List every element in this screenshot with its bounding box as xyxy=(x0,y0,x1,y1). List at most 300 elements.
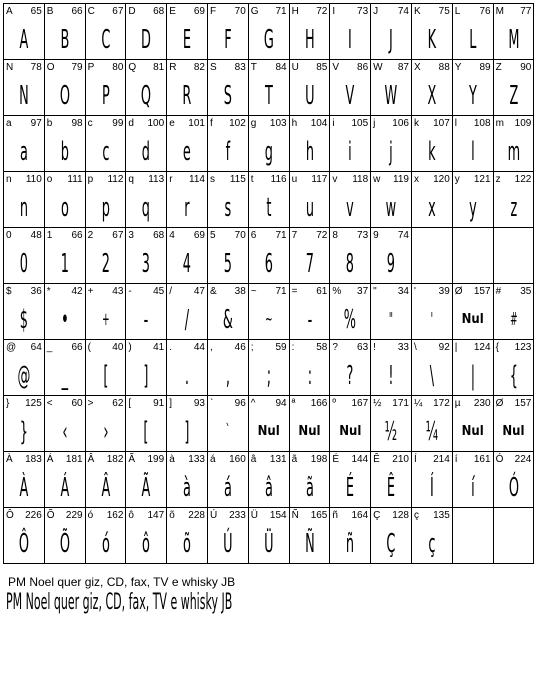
glyph-char: c xyxy=(87,118,93,129)
glyph-sample: Nul xyxy=(461,312,484,327)
glyph-label xyxy=(210,118,246,130)
glyph-cell xyxy=(249,340,290,396)
glyph-char: R xyxy=(169,62,177,73)
glyph-label xyxy=(169,454,205,466)
glyph-cell xyxy=(86,4,127,60)
glyph-label xyxy=(496,174,532,186)
glyph-code: 117 xyxy=(311,174,328,185)
glyph-cell xyxy=(290,228,331,284)
glyph-code: 229 xyxy=(65,510,83,521)
glyph-sample: J xyxy=(389,24,393,55)
empty-cell xyxy=(494,228,534,284)
glyph-char: ? xyxy=(332,342,338,353)
glyph-cell xyxy=(45,172,86,228)
glyph-sample: $ xyxy=(19,304,28,335)
glyph-sample: õ xyxy=(183,528,192,559)
glyph-code: 65 xyxy=(30,6,42,17)
glyph-label xyxy=(292,230,328,242)
glyph-label xyxy=(292,398,328,410)
glyph-cell xyxy=(330,452,371,508)
glyph-code: 114 xyxy=(189,174,205,185)
glyph-cell xyxy=(412,284,453,340)
glyph-sample: Ê xyxy=(387,472,396,503)
glyph-cell xyxy=(371,508,412,564)
glyph-cell xyxy=(126,340,167,396)
glyph-cell xyxy=(371,60,412,116)
glyph-code: 41 xyxy=(153,342,165,353)
glyph-sample: ã xyxy=(305,472,314,503)
glyph-label xyxy=(169,342,205,354)
glyph-sample: z xyxy=(510,192,517,223)
glyph-sample: s xyxy=(224,192,232,223)
glyph-code: 62 xyxy=(112,398,124,409)
glyph-code: 116 xyxy=(270,174,287,185)
glyph-char: à xyxy=(169,454,175,465)
glyph-cell xyxy=(371,172,412,228)
glyph-sample: Y xyxy=(468,80,477,111)
glyph-sample: & xyxy=(222,304,233,335)
glyph-label xyxy=(169,398,205,410)
glyph-label xyxy=(332,454,368,466)
glyph-label xyxy=(292,286,328,298)
glyph-char: Á xyxy=(46,454,54,465)
glyph-code: 86 xyxy=(357,62,369,73)
glyph-char: & xyxy=(209,286,217,297)
glyph-sample: # xyxy=(509,309,518,330)
glyph-cell xyxy=(45,508,86,564)
glyph-char: - xyxy=(128,286,132,297)
glyph-sample: j xyxy=(389,136,393,167)
glyph-code: 97 xyxy=(30,118,42,129)
glyph-char: ½ xyxy=(373,398,382,409)
glyph-code: 60 xyxy=(71,398,83,409)
glyph-label xyxy=(47,398,83,410)
glyph-char: Q xyxy=(128,62,137,73)
glyph-code: 165 xyxy=(310,510,328,521)
glyph-sample: w xyxy=(385,192,397,223)
glyph-char: + xyxy=(87,286,94,297)
grid-row xyxy=(4,452,534,508)
glyph-code: 94 xyxy=(275,398,287,409)
glyph-cell xyxy=(494,116,534,172)
glyph-sample: i xyxy=(348,136,353,167)
glyph-char: ç xyxy=(413,510,419,521)
glyph-char: 1 xyxy=(46,230,53,241)
glyph-label xyxy=(292,510,328,522)
glyph-code: 110 xyxy=(25,174,42,185)
glyph-cell xyxy=(249,116,290,172)
glyph-char: ã xyxy=(291,454,298,465)
glyph-label xyxy=(88,398,124,410)
glyph-label xyxy=(128,118,164,130)
glyph-sample: Á xyxy=(60,472,70,503)
glyph-sample: h xyxy=(305,136,314,167)
grid-row xyxy=(4,116,534,172)
glyph-code: 58 xyxy=(316,342,328,353)
glyph-code: 98 xyxy=(71,118,83,129)
glyph-char: á xyxy=(209,454,216,465)
glyph-code: 68 xyxy=(153,230,165,241)
glyph-code: 76 xyxy=(479,6,491,17)
glyph-code: 123 xyxy=(514,342,532,353)
glyph-label xyxy=(128,398,164,410)
glyph-code: 69 xyxy=(193,230,205,241)
glyph-label xyxy=(169,6,205,18)
glyph-cell xyxy=(412,340,453,396)
glyph-char: Ç xyxy=(373,510,381,521)
glyph-sample: x xyxy=(428,192,436,223)
glyph-code: 81 xyxy=(153,62,165,73)
glyph-cell xyxy=(330,284,371,340)
empty-cell xyxy=(412,228,453,284)
glyph-label xyxy=(251,6,287,18)
glyph-char: I xyxy=(332,6,336,17)
glyph-cell xyxy=(208,452,249,508)
glyph-cell xyxy=(126,172,167,228)
glyph-cell xyxy=(290,396,331,452)
glyph-sample: b xyxy=(60,136,69,167)
glyph-label xyxy=(169,118,205,130)
glyph-label xyxy=(414,510,450,522)
glyph-cell xyxy=(412,4,453,60)
glyph-code: 35 xyxy=(520,286,532,297)
glyph-sample: 7 xyxy=(305,248,314,279)
glyph-sample: : xyxy=(307,360,312,391)
glyph-cell xyxy=(45,116,86,172)
glyph-char: : xyxy=(291,342,295,353)
glyph-char: ª xyxy=(291,398,296,409)
glyph-char: º xyxy=(332,398,337,409)
glyph-code: 72 xyxy=(316,6,328,17)
glyph-sample: X xyxy=(427,80,437,111)
glyph-sample: Q xyxy=(141,80,152,111)
glyph-code: 45 xyxy=(153,286,165,297)
glyph-cell xyxy=(4,452,45,508)
glyph-code: 147 xyxy=(147,510,165,521)
glyph-sample: C xyxy=(100,24,110,55)
glyph-char: b xyxy=(46,118,53,129)
glyph-label xyxy=(496,286,532,298)
glyph-sample: T xyxy=(264,80,273,111)
glyph-char: j xyxy=(373,118,376,129)
glyph-sample: ! xyxy=(388,360,394,391)
glyph-char: W xyxy=(373,62,383,73)
glyph-sample: G xyxy=(263,24,274,55)
glyph-code: 162 xyxy=(106,510,124,521)
glyph-cell xyxy=(208,228,249,284)
glyph-label xyxy=(373,398,409,410)
glyph-label xyxy=(373,230,409,242)
glyph-sample: ¼ xyxy=(425,416,439,447)
glyph-cell xyxy=(167,508,208,564)
glyph-code: 108 xyxy=(473,118,491,129)
glyph-cell xyxy=(167,228,208,284)
glyph-sample: ] xyxy=(184,416,190,447)
glyph-cell xyxy=(86,284,127,340)
glyph-char: ( xyxy=(87,342,91,353)
glyph-sample: Í xyxy=(429,472,434,503)
glyph-sample: p xyxy=(101,192,110,223)
glyph-cell xyxy=(371,396,412,452)
glyph-cell xyxy=(126,508,167,564)
glyph-sample: à xyxy=(183,472,192,503)
glyph-char: M xyxy=(495,6,504,17)
glyph-code: 80 xyxy=(112,62,124,73)
glyph-code: 118 xyxy=(352,174,369,185)
glyph-code: 85 xyxy=(316,62,328,73)
glyph-sample: | xyxy=(470,360,475,391)
glyph-code: 37 xyxy=(357,286,369,297)
glyph-label xyxy=(292,342,328,354)
glyph-char: p xyxy=(87,174,94,185)
glyph-cell xyxy=(330,4,371,60)
glyph-label xyxy=(6,286,42,298)
grid-row xyxy=(4,228,534,284)
glyph-label xyxy=(6,6,42,18)
glyph-cell xyxy=(86,228,127,284)
glyph-code: 167 xyxy=(351,398,369,409)
glyph-label xyxy=(292,454,328,466)
glyph-sample: ? xyxy=(346,360,354,391)
glyph-code: 131 xyxy=(269,454,287,465)
glyph-char: Â xyxy=(87,454,95,465)
glyph-label xyxy=(332,6,368,18)
glyph-char: Y xyxy=(454,62,462,73)
glyph-char: O xyxy=(46,62,55,73)
glyph-code: 74 xyxy=(397,6,409,17)
glyph-code: 105 xyxy=(351,118,369,129)
glyph-sample: 3 xyxy=(142,248,151,279)
glyph-code: 106 xyxy=(392,118,409,129)
glyph-sample: O xyxy=(59,80,70,111)
glyph-sample: Õ xyxy=(59,528,70,559)
glyph-sample: ‹ xyxy=(62,416,68,447)
glyph-cell xyxy=(126,452,167,508)
glyph-code: 107 xyxy=(433,118,450,129)
glyph-cell xyxy=(4,116,45,172)
glyph-code: 92 xyxy=(438,342,450,353)
glyph-char: " xyxy=(373,286,377,297)
glyph-char: @ xyxy=(6,342,17,353)
glyph-char: $ xyxy=(6,286,12,297)
glyph-char: õ xyxy=(169,510,175,521)
glyph-cell xyxy=(330,340,371,396)
glyph-label xyxy=(128,174,164,186)
glyph-char: ` xyxy=(209,398,214,409)
glyph-char: Í xyxy=(413,454,417,465)
glyph-code: 73 xyxy=(357,230,369,241)
glyph-cell xyxy=(208,284,249,340)
glyph-sample: Â xyxy=(101,472,110,503)
glyph-cell xyxy=(330,172,371,228)
glyph-code: 157 xyxy=(473,286,491,297)
glyph-code: 161 xyxy=(473,454,491,465)
glyph-sample: 1 xyxy=(60,248,69,279)
glyph-label xyxy=(373,342,409,354)
glyph-char: É xyxy=(332,454,340,465)
glyph-sample: Nul xyxy=(298,424,321,439)
glyph-char: P xyxy=(87,62,95,73)
glyph-char: . xyxy=(169,342,172,353)
glyph-label xyxy=(373,6,409,18)
glyph-sample: U xyxy=(304,80,315,111)
glyph-char: B xyxy=(46,6,54,17)
glyph-char: À xyxy=(6,454,13,465)
glyph-sample: . xyxy=(185,360,190,391)
glyph-cell xyxy=(453,116,494,172)
glyph-sample: ô xyxy=(142,528,151,559)
glyph-cell xyxy=(494,396,534,452)
glyph-sample: n xyxy=(19,192,28,223)
glyph-sample: Nul xyxy=(502,424,525,439)
glyph-cell xyxy=(86,172,127,228)
glyph-sample: R xyxy=(182,80,192,111)
glyph-cell xyxy=(167,172,208,228)
glyph-char: 4 xyxy=(169,230,175,241)
glyph-char: 6 xyxy=(250,230,257,241)
glyph-code: 135 xyxy=(433,510,450,521)
glyph-cell xyxy=(45,284,86,340)
grid-row xyxy=(4,396,534,452)
glyph-char: ó xyxy=(87,510,94,521)
glyph-cell xyxy=(45,452,86,508)
glyph-label xyxy=(251,174,287,186)
glyph-label xyxy=(496,454,532,466)
glyph-char: 0 xyxy=(6,230,12,241)
glyph-label xyxy=(455,454,491,466)
glyph-sample: P xyxy=(101,80,110,111)
glyph-label xyxy=(128,286,164,298)
glyph-code: 102 xyxy=(229,118,246,129)
glyph-label xyxy=(47,62,83,74)
glyph-char: U xyxy=(291,62,299,73)
glyph-char: = xyxy=(291,286,298,297)
glyph-cell xyxy=(4,396,45,452)
glyph-code: 119 xyxy=(393,174,409,185)
glyph-label xyxy=(414,398,450,410)
glyph-label xyxy=(496,6,532,18)
glyph-code: 64 xyxy=(30,342,42,353)
glyph-label xyxy=(210,454,246,466)
glyph-char: q xyxy=(128,174,134,185)
glyph-sample: f xyxy=(225,136,231,167)
glyph-char: x xyxy=(413,174,419,185)
glyph-cell xyxy=(86,508,127,564)
glyph-label xyxy=(47,6,83,18)
glyph-char: K xyxy=(413,6,421,17)
glyph-cell xyxy=(45,396,86,452)
glyph-sample: } xyxy=(19,416,28,447)
glyph-code: 42 xyxy=(71,286,83,297)
glyph-code: 91 xyxy=(153,398,165,409)
glyph-sample: Ã xyxy=(141,472,151,503)
glyph-label xyxy=(210,342,246,354)
glyph-cell xyxy=(208,116,249,172)
glyph-sample: g xyxy=(264,136,273,167)
glyph-code: 172 xyxy=(433,398,450,409)
glyph-code: 66 xyxy=(71,6,83,17)
glyph-code: 61 xyxy=(316,286,328,297)
glyph-cell xyxy=(167,116,208,172)
glyph-cell xyxy=(45,60,86,116)
glyph-label xyxy=(414,454,450,466)
empty-cell xyxy=(453,508,494,564)
glyph-char: 3 xyxy=(128,230,134,241)
glyph-code: 144 xyxy=(351,454,369,465)
glyph-label xyxy=(251,118,287,130)
glyph-sample: K xyxy=(427,24,437,55)
glyph-label xyxy=(169,174,205,186)
glyph-cell xyxy=(290,172,331,228)
glyph-char: ' xyxy=(413,286,416,297)
glyph-sample: , xyxy=(225,360,230,391)
glyph-cell xyxy=(4,340,45,396)
glyph-code: 79 xyxy=(71,62,83,73)
glyph-label xyxy=(169,62,205,74)
glyph-code: 69 xyxy=(193,6,205,17)
glyph-sample: ½ xyxy=(384,416,398,447)
glyph-code: 70 xyxy=(234,230,246,241)
glyph-cell xyxy=(126,4,167,60)
glyph-sample: + xyxy=(101,309,110,330)
glyph-cell xyxy=(167,452,208,508)
glyph-cell xyxy=(208,508,249,564)
glyph-code: 120 xyxy=(433,174,450,185)
glyph-sample: Nul xyxy=(339,424,362,439)
glyph-label xyxy=(169,230,205,242)
glyph-code: 125 xyxy=(25,398,42,409)
glyph-label xyxy=(128,6,164,18)
glyph-label xyxy=(47,230,83,242)
glyph-char: C xyxy=(87,6,95,17)
glyph-code: 77 xyxy=(520,6,532,17)
glyph-cell xyxy=(208,340,249,396)
glyph-label xyxy=(414,6,450,18)
glyph-char: 5 xyxy=(209,230,216,241)
glyph-char: Õ xyxy=(46,510,55,521)
glyph-cell xyxy=(453,284,494,340)
glyph-label xyxy=(210,62,246,74)
glyph-char: ; xyxy=(250,342,254,353)
glyph-sample: k xyxy=(428,136,436,167)
glyph-label xyxy=(210,510,246,522)
glyph-label xyxy=(210,398,246,410)
glyph-char: a xyxy=(6,118,12,129)
glyph-code: 228 xyxy=(188,510,205,521)
glyph-cell xyxy=(126,284,167,340)
glyph-sample: @ xyxy=(17,360,31,391)
glyph-label xyxy=(414,286,450,298)
glyph-char: w xyxy=(373,174,381,185)
glyph-cell xyxy=(126,116,167,172)
glyph-cell xyxy=(453,452,494,508)
glyph-code: 89 xyxy=(479,62,491,73)
glyph-label xyxy=(251,398,287,410)
glyph-label xyxy=(414,118,450,130)
glyph-char: } xyxy=(6,398,10,409)
glyph-label xyxy=(251,230,287,242)
glyph-char: Ø xyxy=(454,286,463,297)
glyph-cell xyxy=(126,396,167,452)
glyph-label xyxy=(128,342,164,354)
glyph-cell xyxy=(453,4,494,60)
glyph-sample: " xyxy=(389,309,394,330)
glyph-sample: ó xyxy=(101,528,110,559)
glyph-cell xyxy=(167,340,208,396)
glyph-cell xyxy=(167,284,208,340)
grid-row xyxy=(4,340,534,396)
glyph-sample: [ xyxy=(143,416,149,447)
